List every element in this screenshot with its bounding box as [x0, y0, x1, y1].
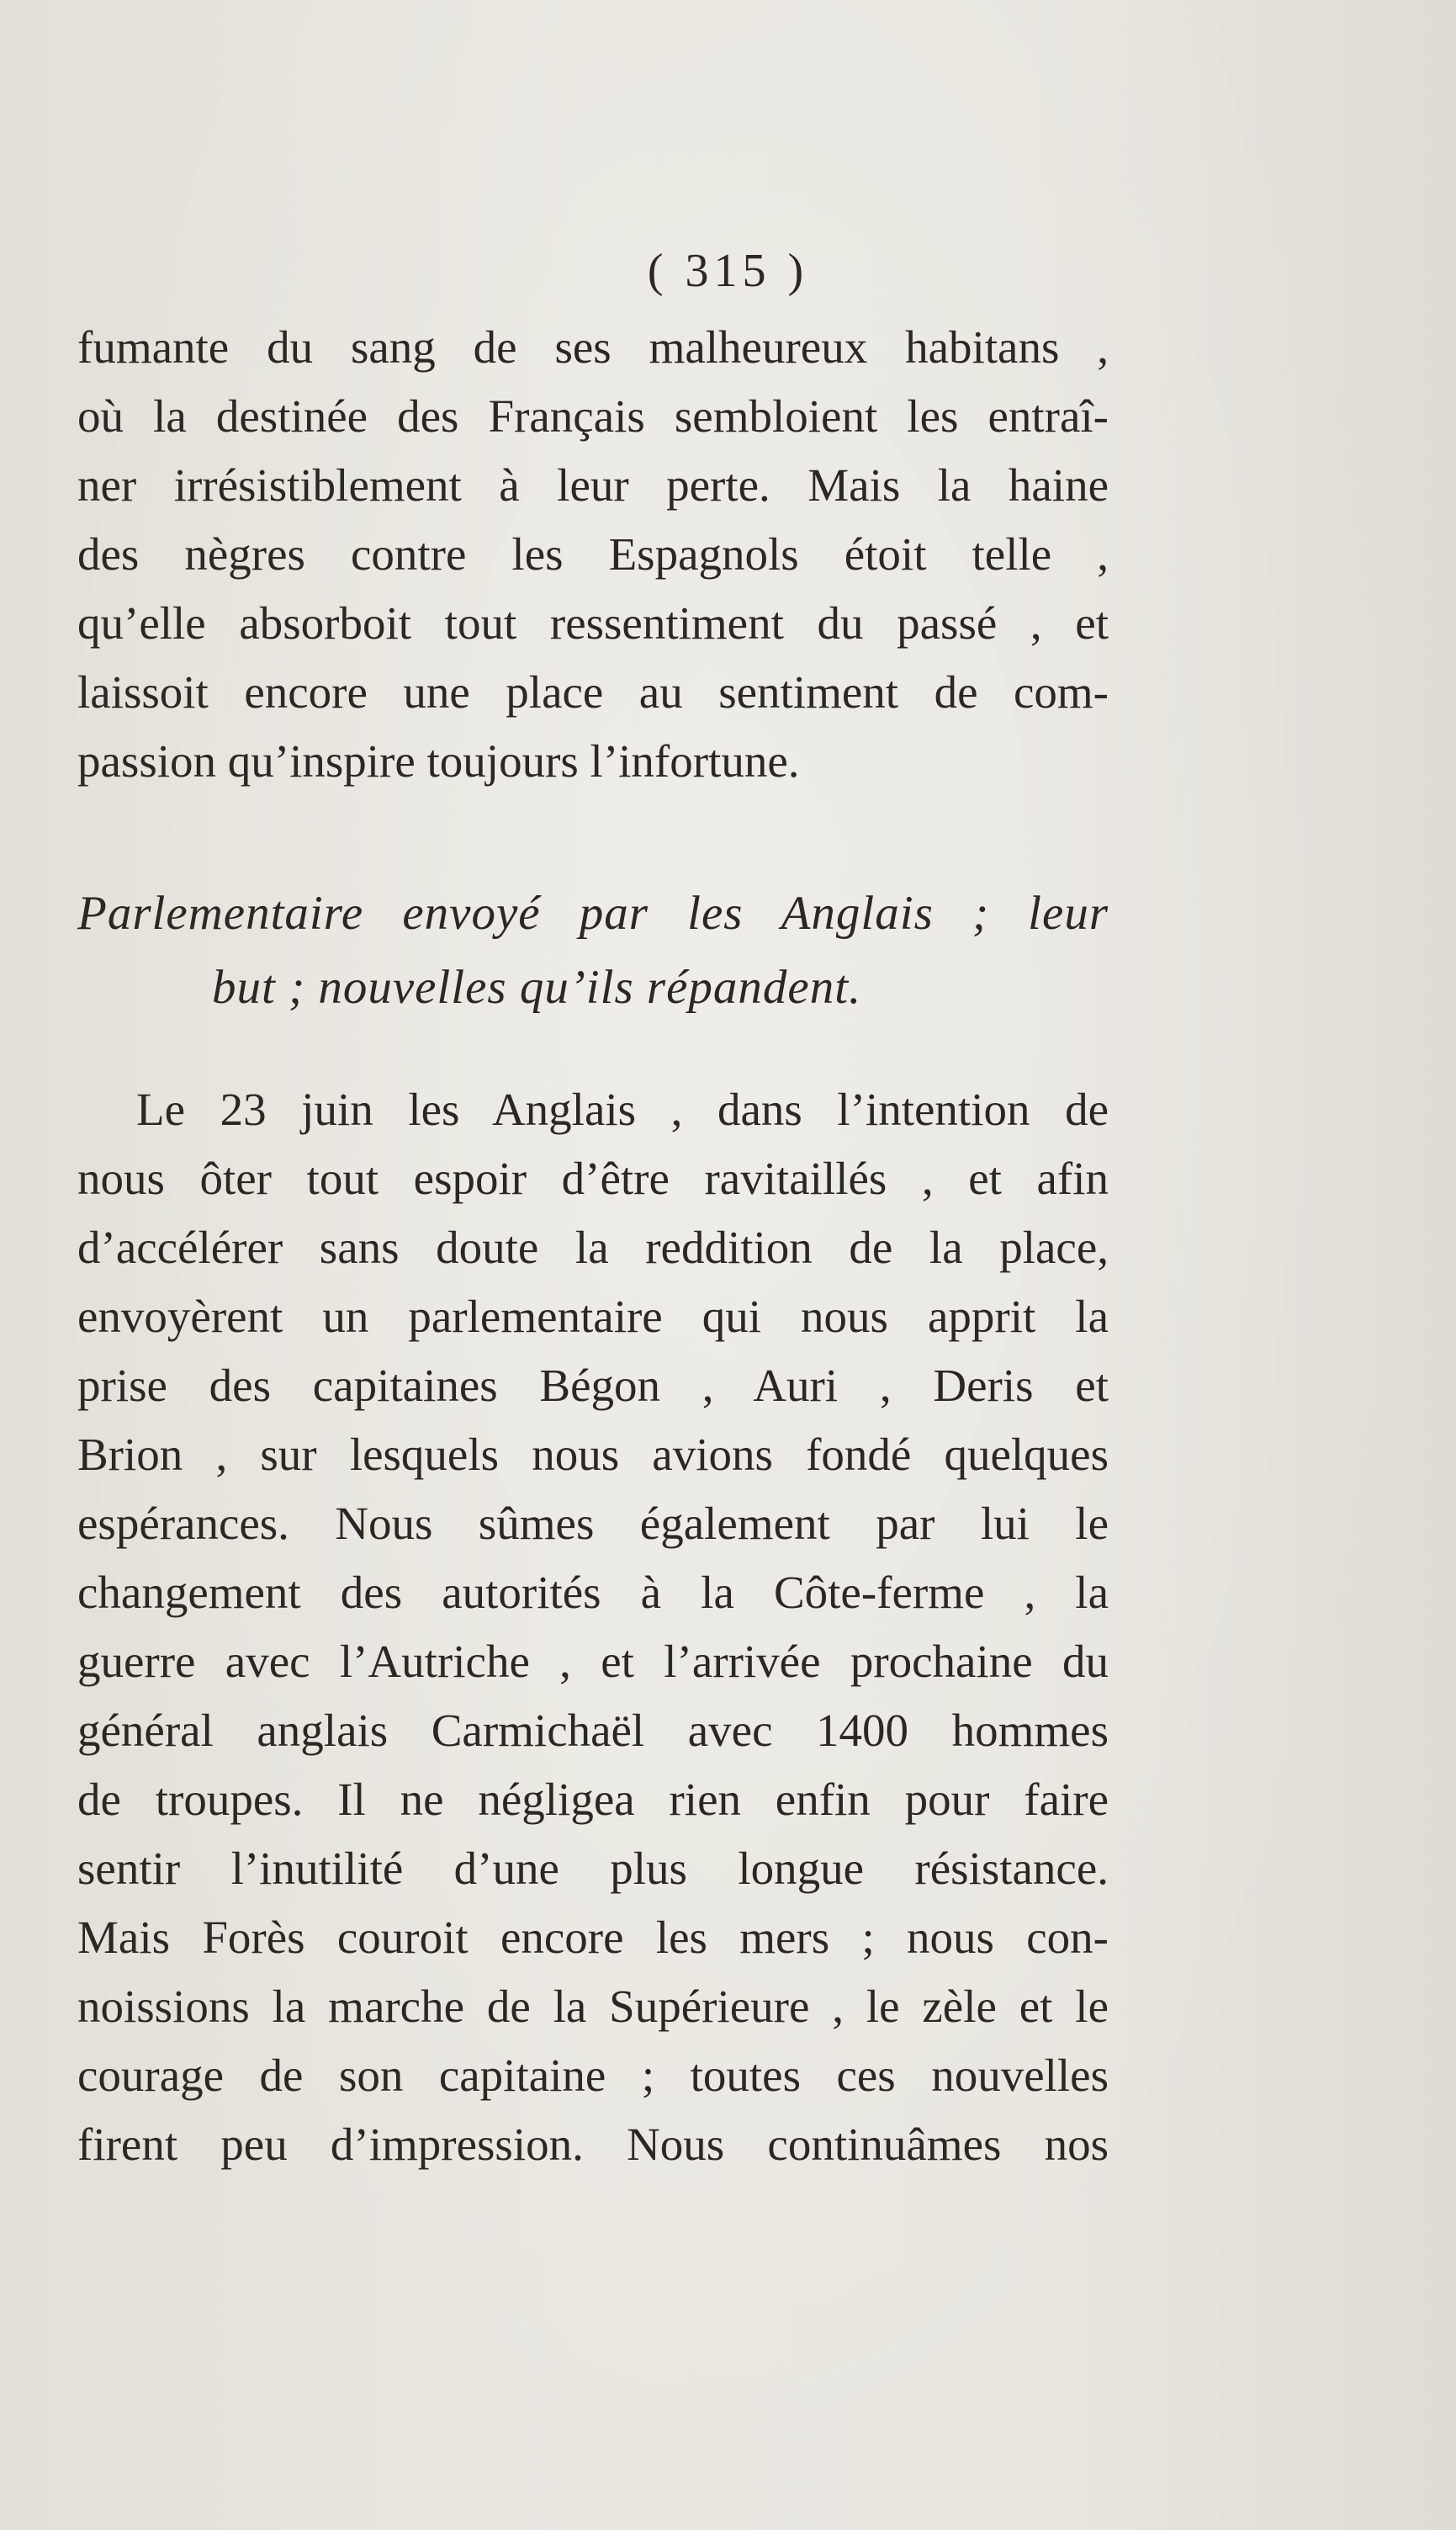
- text-line: de troupes. Il ne négligea rien enfin pour faire: [77, 1774, 1109, 1825]
- text-line: espérances. Nous sûmes également par lui le: [77, 1498, 1109, 1549]
- text-line: firent peu d’impression. Nous continuâmes nos: [77, 2119, 1109, 2170]
- text-line: général anglais Carmichaël avec 1400 hommes: [77, 1705, 1109, 1756]
- text-line: nous ôter tout espoir d’être ravitaillés , et afin: [77, 1153, 1109, 1204]
- text-line: noissions la marche de la Supérieure , le zèle et le: [77, 1981, 1109, 2032]
- heading-line: Parlementaire envoyé par les Anglais ; leur: [77, 887, 1109, 940]
- text-line: courage de son capitaine ; toutes ces nouvelles: [77, 2050, 1109, 2101]
- text-line: d’accélérer sans doute la reddition de la place,: [77, 1222, 1109, 1273]
- text-line: changement des autorités à la Côte-ferme , la: [77, 1567, 1109, 1618]
- text-line: sentir l’inutilité d’une plus longue résistance.: [77, 1843, 1109, 1894]
- text-line: Brion , sur lesquels nous avions fondé quelques: [77, 1429, 1109, 1480]
- text-line: qu’elle absorboit tout ressentiment du passé , et: [77, 597, 1109, 649]
- text-line: passion qu’inspire toujours l’infortune.: [77, 735, 800, 787]
- paragraph-continued: [77, 313, 1109, 796]
- page-number: ( 315 ): [647, 245, 809, 297]
- text-line: ner irrésistiblement à leur perte. Mais la haine: [77, 459, 1109, 511]
- text-line: guerre avec l’Autriche , et l’arrivée prochaine du: [77, 1636, 1109, 1687]
- text-line: des nègres contre les Espagnols étoit telle ,: [77, 528, 1109, 580]
- text-line: Le 23 juin les Anglais , dans l’intention de: [136, 1084, 1109, 1135]
- text-line: où la destinée des Français sembloient les entraî-: [77, 390, 1109, 442]
- text-line: laissoit encore une place au sentiment de com-: [77, 666, 1109, 718]
- text-line: prise des capitaines Bégon , Auri , Deris et: [77, 1360, 1109, 1411]
- text-line: envoyèrent un parlementaire qui nous apprit la: [77, 1291, 1109, 1342]
- heading-line: but ; nouvelles qu’ils répandent.: [212, 961, 862, 1014]
- text-line: Mais Forès couroit encore les mers ; nous con-: [77, 1912, 1109, 1963]
- text-line: fumante du sang de ses malheureux habitans ,: [77, 321, 1109, 373]
- section-heading: [77, 877, 1109, 1025]
- paragraph: [77, 1075, 1109, 2179]
